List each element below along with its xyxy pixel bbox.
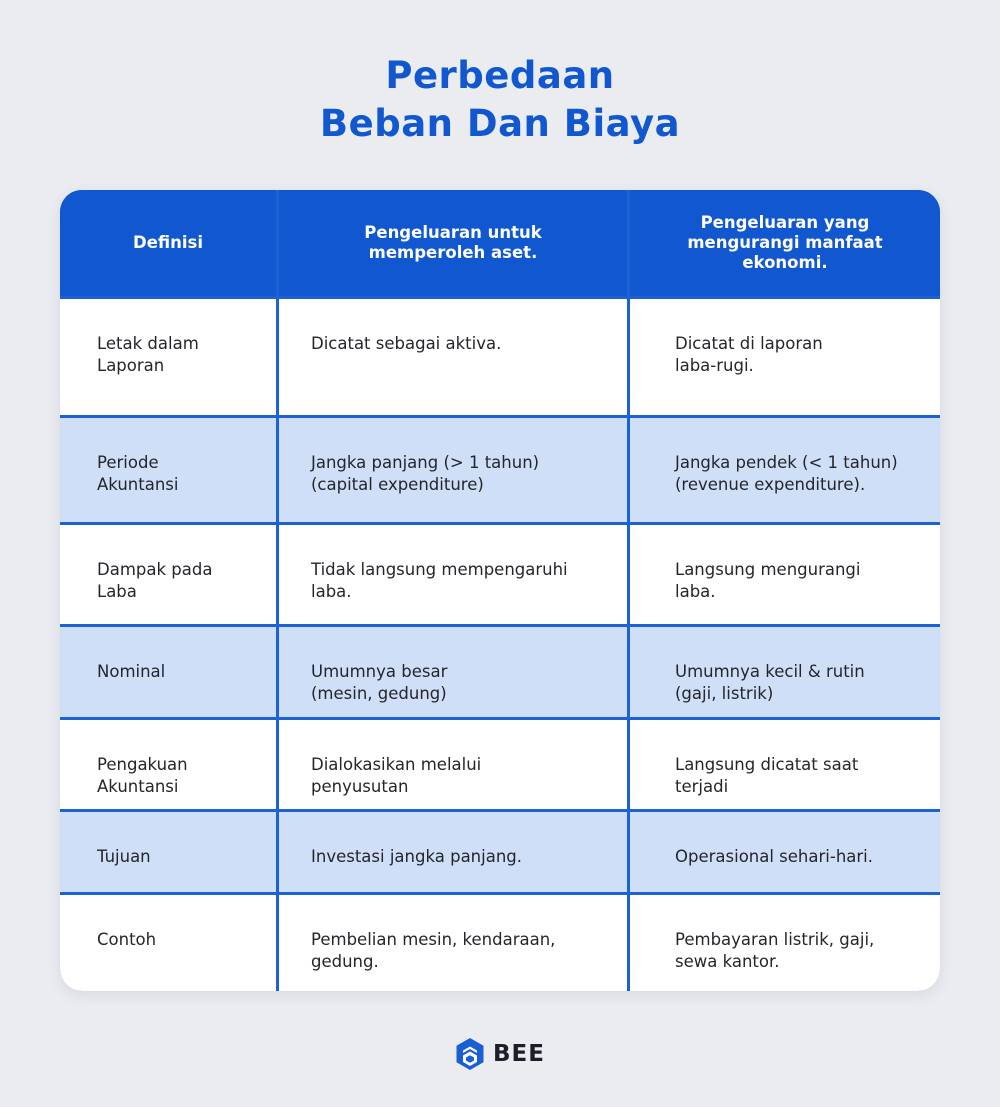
table-cell: Pembelian mesin, kendaraan, gedung. bbox=[279, 895, 627, 991]
table-cell: Dicatat di laporan laba-rugi. bbox=[630, 299, 940, 415]
title-line-2: Beban Dan Biaya bbox=[319, 102, 681, 145]
bee-logo-icon bbox=[455, 1037, 485, 1071]
comparison-table bbox=[60, 190, 940, 991]
table-cell: Umumnya besar (mesin, gedung) bbox=[279, 627, 627, 717]
bee-logo bbox=[455, 1036, 545, 1072]
table-header-cell bbox=[60, 190, 276, 296]
row-label: Tujuan bbox=[60, 812, 276, 892]
table-header-cell bbox=[279, 190, 627, 296]
table-cell: Jangka pendek (< 1 tahun) (revenue expenditure). bbox=[630, 418, 940, 522]
table-cell: Dialokasikan melalui penyusutan bbox=[279, 720, 627, 809]
table-cell: Langsung mengurangi laba. bbox=[630, 525, 940, 624]
row-label: Letak dalam Laporan bbox=[60, 299, 276, 415]
row-label: Dampak pada Laba bbox=[60, 525, 276, 624]
table-cell: Langsung dicatat saat terjadi bbox=[630, 720, 940, 809]
row-label: Nominal bbox=[60, 627, 276, 717]
row-label: Pengakuan Akuntansi bbox=[60, 720, 276, 809]
header-definisi: Definisi bbox=[133, 233, 203, 252]
table-cell: Dicatat sebagai aktiva. bbox=[279, 299, 627, 415]
table-cell: Jangka panjang (> 1 tahun) (capital expenditure) bbox=[279, 418, 627, 522]
table-header-cell bbox=[630, 190, 940, 296]
header-beban: Pengeluaran yang mengurangi manfaat ekonomi. bbox=[687, 213, 883, 272]
title-line-1: Perbedaan bbox=[385, 54, 615, 97]
table-grid bbox=[60, 190, 940, 991]
table-cell: Operasional sehari-hari. bbox=[630, 812, 940, 892]
table-cell: Tidak langsung mempengaruhi laba. bbox=[279, 525, 627, 624]
row-label: Periode Akuntansi bbox=[60, 418, 276, 522]
table-cell: Investasi jangka panjang. bbox=[279, 812, 627, 892]
row-label: Contoh bbox=[60, 895, 276, 991]
page-title bbox=[0, 52, 1000, 148]
logo-text: BEE bbox=[493, 1041, 545, 1067]
table-cell: Umumnya kecil & rutin (gaji, listrik) bbox=[630, 627, 940, 717]
header-biaya: Pengeluaran untuk memperoleh aset. bbox=[364, 223, 542, 262]
table-cell: Pembayaran listrik, gaji, sewa kantor. bbox=[630, 895, 940, 991]
